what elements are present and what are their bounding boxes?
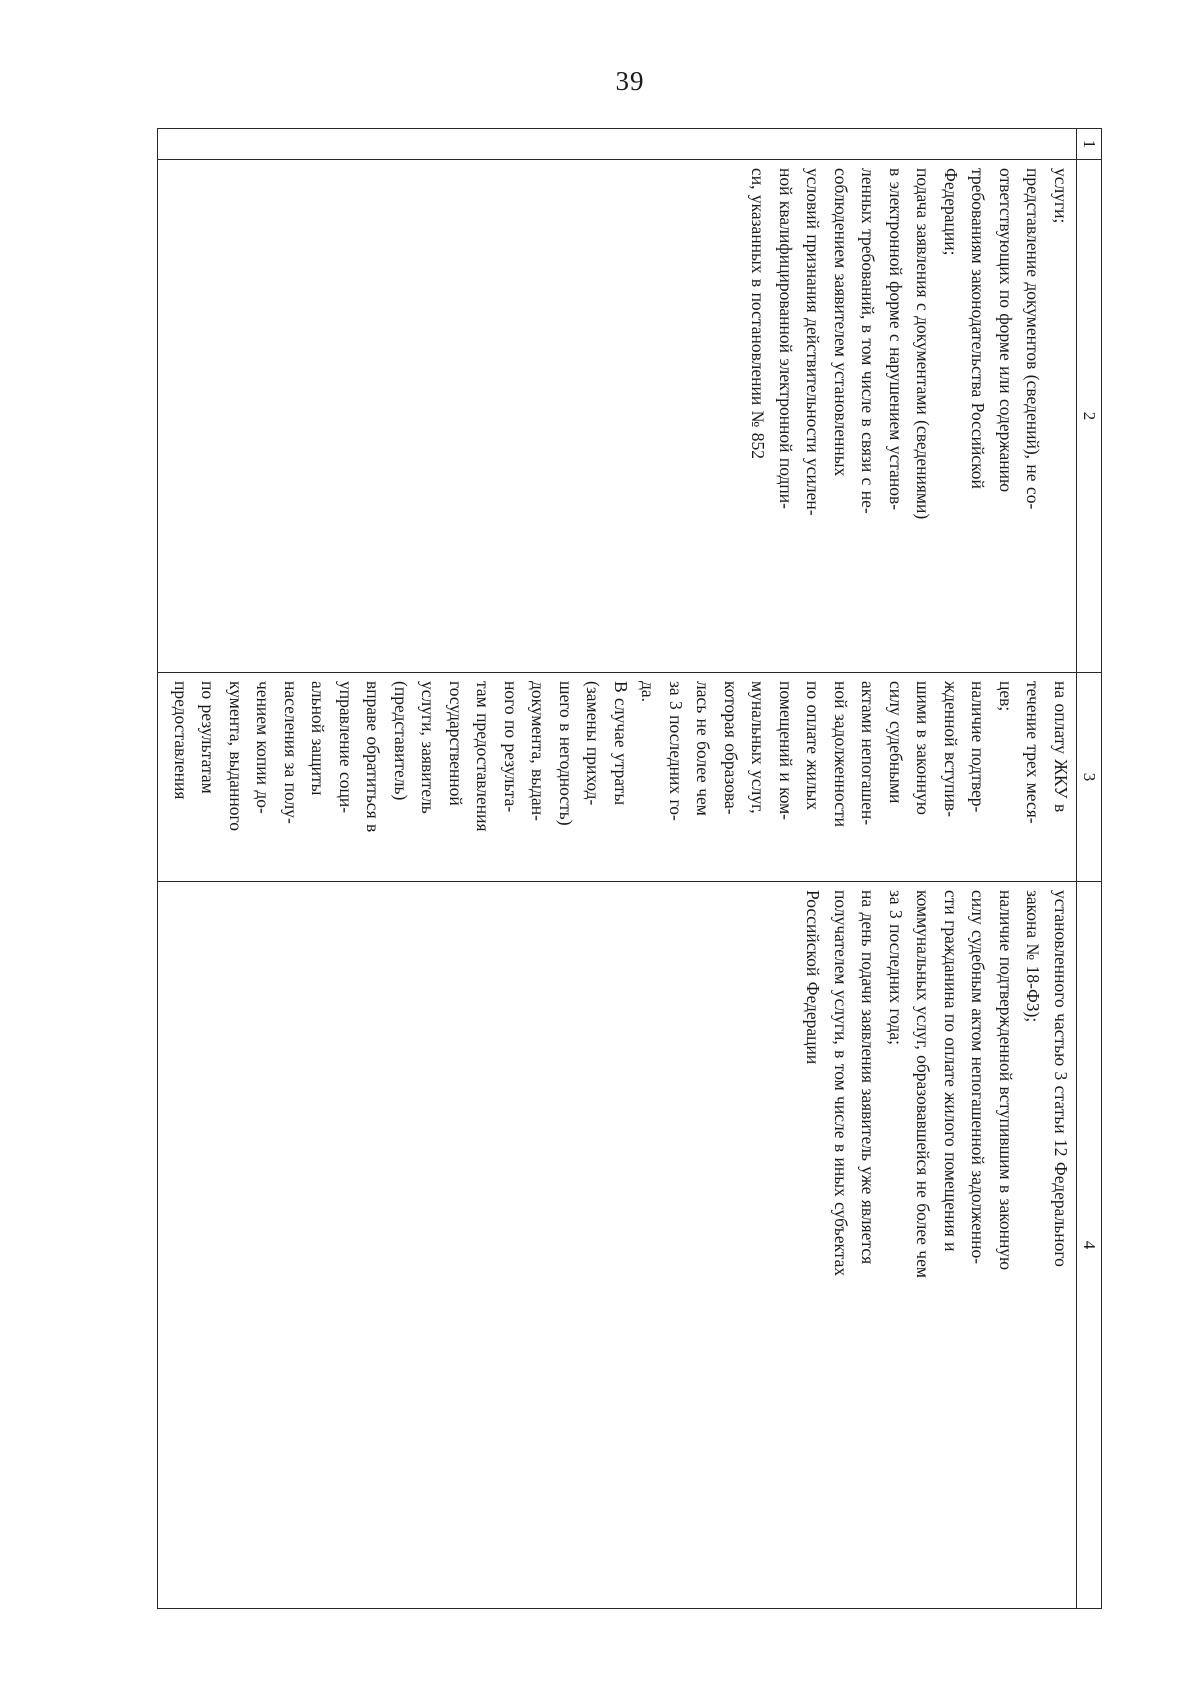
cell-text-line: соблюдением заявителем установленных <box>831 168 851 477</box>
cell-text-line: закона № 18-ФЗ); <box>1023 890 1044 1023</box>
cell-text-line: предоставления <box>171 681 191 800</box>
cell-text-line: наличие подтвер- <box>968 681 989 813</box>
cell-text-line: наличие подтвержденной вступившим в законную <box>996 890 1016 1271</box>
cell-text-line: Российской Федерации <box>803 890 824 1065</box>
cell-text-line: ленных требований, в том числе в связи с не- <box>858 168 879 514</box>
cell-text-line: в электронной форме с нарушением установ- <box>886 168 906 511</box>
cell-text-line: представление документов (сведений), не со- <box>1023 168 1044 510</box>
cell-text-line: получателем услуги, в том числе в иных субъектах <box>831 890 851 1277</box>
cell-text-line: да. <box>638 681 659 703</box>
page-number: 39 <box>615 66 645 96</box>
cell-text-line: услуги; <box>1051 168 1071 224</box>
cell-text-line: которая образова- <box>721 681 741 815</box>
cell-col4 <box>158 882 1077 1609</box>
cell-text-line: там предоставления <box>473 681 494 832</box>
table-header-row <box>1077 129 1102 1609</box>
cell-col3 <box>158 673 1077 882</box>
cell-text-line: кумента, выданного <box>226 681 246 832</box>
cell-text-line: на оплату ЖКУ в <box>1051 681 1071 813</box>
cell-text-line: альной защиты <box>308 681 329 796</box>
cell-text-line: мунальных услуг, <box>748 681 769 814</box>
cell-text-line: по результатам <box>198 681 219 794</box>
cell-text-line: шего в негодность) <box>556 681 576 826</box>
cell-text-line: жденной вступив- <box>941 681 961 817</box>
cell-text-line: цев; <box>996 681 1016 712</box>
cell-text-line: чением копии до- <box>253 681 274 814</box>
cell-text-line: ной квалифицированной электронной подпи- <box>776 168 796 509</box>
cell-text-line: силу судебным актом непогашенной задолженно- <box>968 890 989 1265</box>
column-header-1: 1 <box>1077 129 1102 160</box>
cell-text-line: течение трех меся- <box>1023 681 1044 824</box>
cell-text-line: вправе обратиться в <box>363 681 384 833</box>
rotated-table-wrapper <box>157 128 1102 1608</box>
cell-text-line: за 3 последних года; <box>886 890 906 1046</box>
cell-text-line: по оплате жилых <box>803 681 824 811</box>
cell-text-line: шими в законную <box>913 681 934 815</box>
cell-text-line: документа, выдан- <box>528 681 549 821</box>
cell-col2 <box>158 160 1077 673</box>
document-table <box>157 128 1102 1609</box>
cell-text-line: ответствующих по форме или содержанию <box>996 168 1016 493</box>
cell-text-line: коммунальных услуг, образовавшейся не более чем <box>913 890 934 1278</box>
cell-text-line: государственной <box>446 681 466 806</box>
cell-text-line: помещений и ком- <box>776 681 796 821</box>
column-header-3: 3 <box>1077 673 1102 882</box>
cell-text-line: (представитель) <box>391 681 411 801</box>
cell-text-line: силу судебными <box>886 681 906 804</box>
cell-text-line: ного по результа- <box>501 681 521 813</box>
cell-text-line: В случае утраты <box>611 681 631 806</box>
cell-text-line: лась не более чем <box>693 681 714 816</box>
cell-col1 <box>158 129 1077 160</box>
column-header-4: 4 <box>1077 882 1102 1609</box>
cell-text-line: ной задолженности <box>831 681 851 828</box>
column-header-2: 2 <box>1077 160 1102 673</box>
cell-text-line: за 3 последних го- <box>666 681 686 821</box>
cell-text-line: актами непогашен- <box>858 681 879 826</box>
cell-text-line: условий признания действительности усилен- <box>803 168 824 516</box>
cell-text-line: Федерации; <box>941 168 961 256</box>
cell-text-line: требованиям законодательства Российской <box>968 168 989 489</box>
cell-text-line: населения за полу- <box>281 681 301 824</box>
cell-text-line: сти гражданина по оплате жилого помещения и <box>941 890 961 1252</box>
cell-text-line: управление соци- <box>336 681 356 814</box>
cell-text-line: установленного частью 3 статьи 12 Федерального <box>1051 890 1071 1267</box>
cell-text-line: услуги, заявитель <box>418 681 439 814</box>
cell-text-line: подача заявления с документами (сведениями) <box>913 168 934 520</box>
cell-text-line: си, указанных в постановлении № 852 <box>748 168 769 459</box>
cell-text-line: на день подачи заявления заявитель уже является <box>858 890 879 1265</box>
cell-text-line: (замены приход- <box>583 681 604 806</box>
table-row <box>158 129 1077 1609</box>
